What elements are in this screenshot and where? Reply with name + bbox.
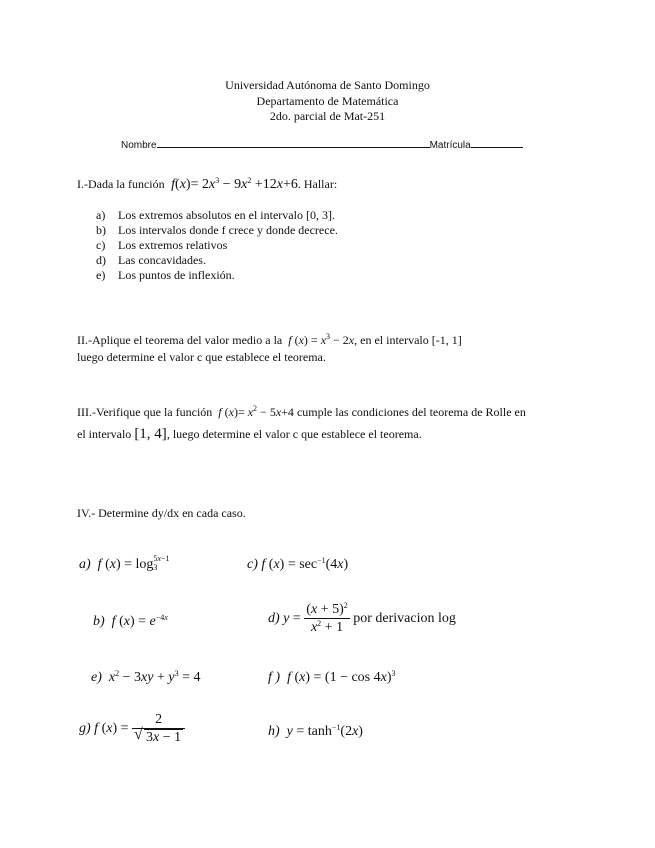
student-info-line [121, 138, 523, 151]
id-blank [471, 138, 523, 148]
q1-item: d) Las concavidades. [96, 253, 206, 267]
expr-c: c) f $(x) = \sec^{-1}(4x)$ [247, 556, 349, 572]
university-title: Universidad Autónoma de Santo Domingo [225, 78, 430, 92]
q1-item-list [96, 208, 338, 283]
q1-item: c) Los extremos relativos [96, 238, 228, 252]
q1-suffix: . Hallar: [297, 177, 338, 191]
expr-f: f ) f $(x) = (1 - \cos 4x)^3$ [268, 669, 396, 685]
fraction: $\frac{(x + 5)^2}{x^2 + 1}$ [306, 601, 348, 635]
q1-item: a) Los extremos absolutos en el intervalo [0, 3]. [96, 208, 335, 222]
name-label: Nombre [121, 140, 157, 151]
expr-e: e) $x^2 - 3xy + y^3 = 4$ [91, 669, 201, 685]
expr-h: h) $y = \tanh^{-1}(2x)$ [268, 723, 363, 739]
q3-line2: el intervalo [1, 4], luego determine el valor c que establece el teorema. [77, 426, 422, 442]
expr-d: d) y = $\frac{(x + 5)^2}{x^2 + 1}$ por derivacion log [268, 601, 456, 635]
q3-intro: III.-Verifique que la función [77, 405, 213, 419]
expr-a: a) f $(x) = \log^{5x-1}$ 3 [79, 554, 170, 572]
q1-function: $f(x)= 2x^3 - 9x^2 +12x+6$ [171, 176, 298, 192]
exam-title: 2do. parcial de Mat-251 [269, 109, 386, 123]
d-note: por derivacion log [353, 611, 456, 627]
fraction: 2 √ 3x − 1 [132, 712, 185, 746]
id-label: Matrícula [429, 140, 471, 151]
question-3 [77, 405, 526, 420]
expr-b: b) f $(x) = e^{-4x}$ [93, 613, 168, 629]
q3-function: f $(x)= x^2 - 5x+4$ [218, 404, 294, 419]
q2-intro: II.-Aplique el teorema del valor medio a la [77, 333, 283, 347]
q2-function: f $(x) = x^3 - 2x$ [288, 332, 355, 347]
q3-interval: [1, 4] [134, 426, 167, 442]
question-4: IV.- Determine dy/dx en cada caso. [77, 506, 246, 520]
name-blank [157, 138, 430, 148]
q1-intro: I.-Dada la función [77, 177, 165, 191]
expr-g: g) f (x) = 2 √ 3x − 1 [79, 712, 185, 746]
q1-item: b) Los intervalos donde f crece y donde decrece. [96, 223, 338, 237]
q2-mid: , en el intervalo [-1, 1] [354, 333, 462, 347]
q2-line2: luego determine el valor c que establece el teorema. [77, 350, 326, 364]
department-title: Departamento de Matemática [256, 94, 399, 108]
sqrt: √ 3x − 1 [134, 726, 182, 745]
question-1 [77, 177, 337, 193]
q1-item: e) Los puntos de inflexión. [96, 268, 235, 282]
question-2 [77, 333, 462, 348]
q3-mid: cumple las condiciones del teorema de Rolle en [296, 405, 526, 419]
